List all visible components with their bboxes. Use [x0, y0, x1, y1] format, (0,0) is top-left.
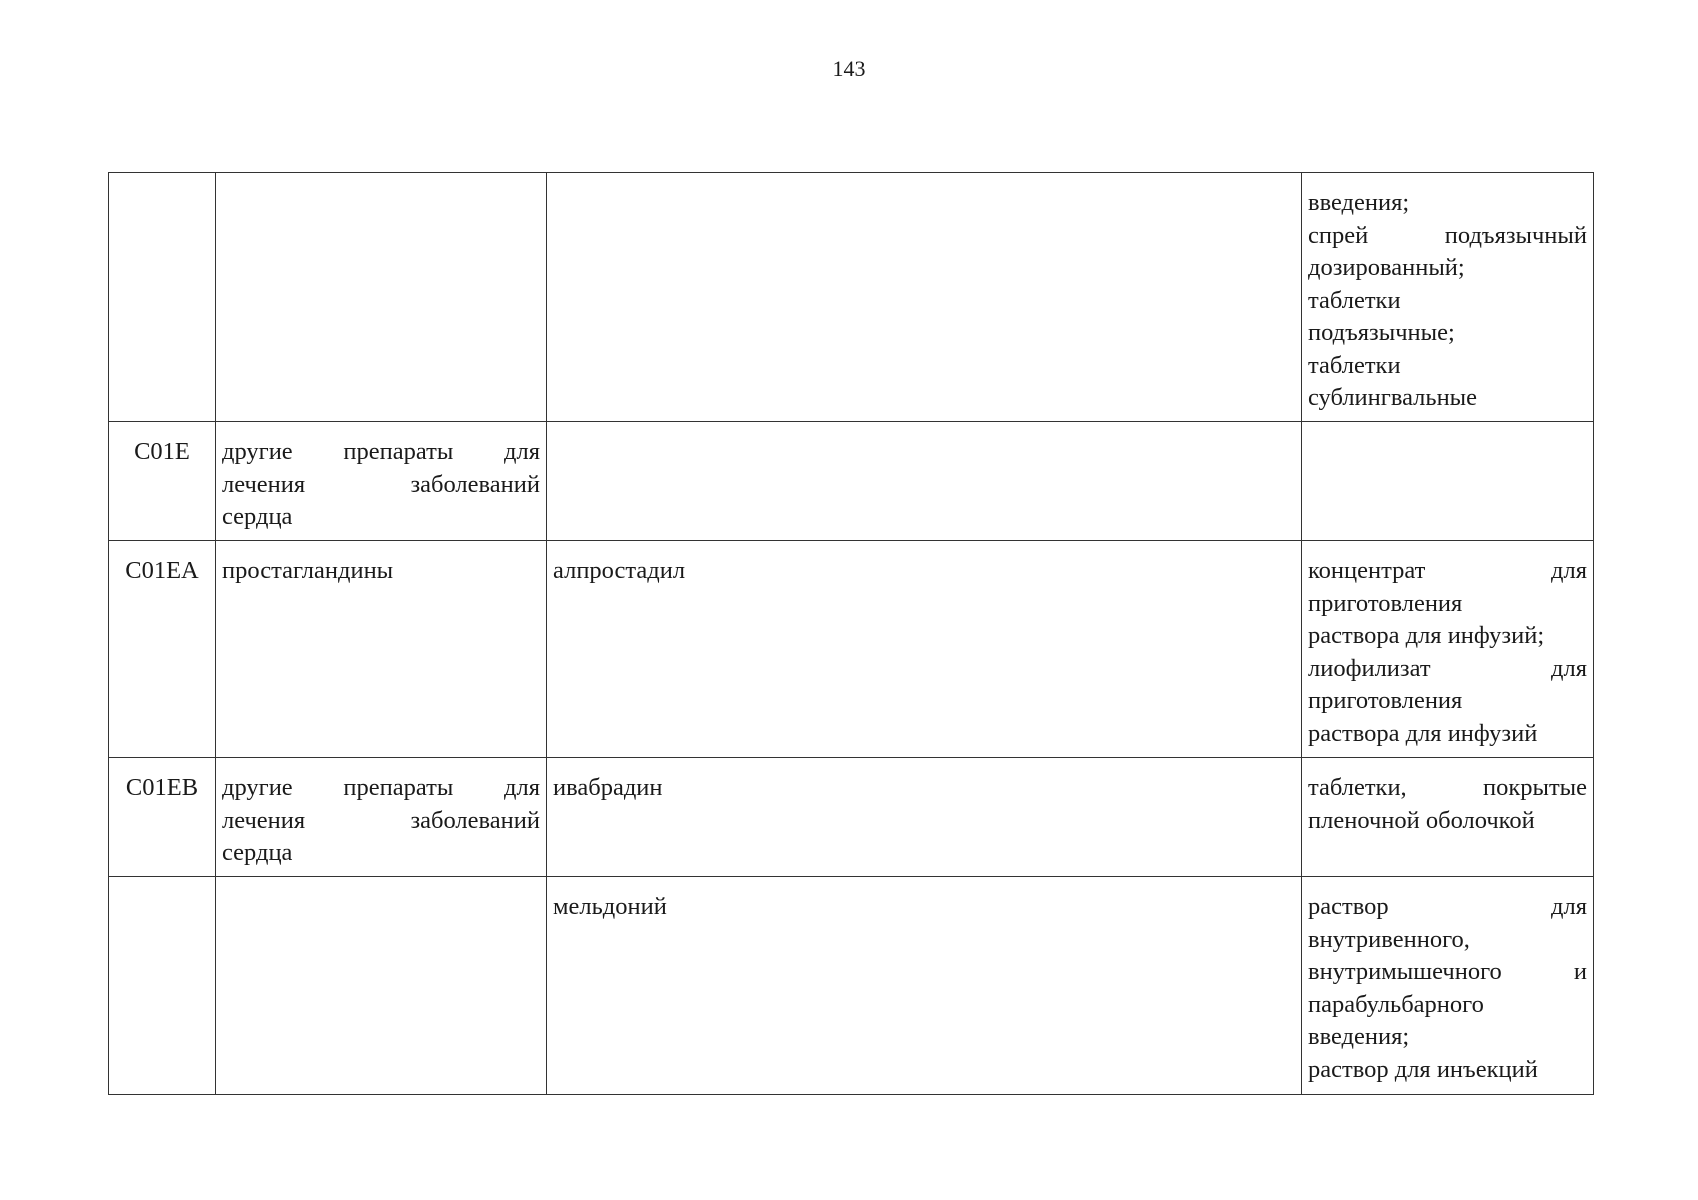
table-row — [109, 877, 1594, 1095]
cell-text-line: лечения заболеваний — [222, 470, 540, 498]
drug-name-cell: мельдоний — [547, 877, 1302, 1095]
cell-text-line: лиофилизат для — [1308, 654, 1587, 682]
table-row — [109, 422, 1594, 541]
cell-text-line: раствор для — [1308, 893, 1587, 920]
cell-text-line: таблетки, покрытые — [1308, 774, 1587, 801]
cell-text-line: раствора для инфузий; — [1308, 622, 1545, 649]
cell-text-line: спрей подъязычный — [1308, 221, 1587, 249]
table-row — [109, 758, 1594, 877]
table-row — [109, 173, 1594, 422]
cell-text-line: лечения заболеваний — [222, 806, 540, 834]
cell-text-line: другие препараты для — [222, 438, 540, 465]
drug-table — [108, 172, 1594, 1095]
cell-text-line: другие препараты для — [222, 774, 540, 801]
cell-text-line: введения; — [1308, 189, 1410, 216]
dosage-form-cell — [1302, 541, 1594, 758]
cell-text-line: сублингвальные — [1308, 384, 1478, 411]
group-cell — [216, 422, 547, 541]
cell-text-line: внутривенного, — [1308, 925, 1470, 953]
atc-code-cell: C01E — [109, 422, 216, 541]
cell-text-line: таблетки — [1308, 351, 1401, 379]
atc-code-cell: C01EB — [109, 758, 216, 877]
dosage-form-cell — [1302, 758, 1594, 877]
group-cell — [216, 541, 547, 758]
drug-name-cell — [547, 422, 1302, 541]
dosage-form-cell — [1302, 422, 1594, 541]
cell-text-line: сердца — [222, 839, 293, 866]
cell-text-line: парабульбарного — [1308, 990, 1484, 1018]
page-number: 143 — [832, 56, 866, 81]
cell-text-line: внутримышечного и — [1308, 958, 1587, 985]
drug-name-cell: алпростадил — [547, 541, 1302, 758]
cell-text-line: приготовления — [1308, 687, 1463, 714]
cell-text-line: раствора для инфузий — [1308, 719, 1538, 747]
atc-code-cell — [109, 173, 216, 422]
cell-text-line: дозированный; — [1308, 254, 1465, 281]
cell-text-line: приготовления — [1308, 589, 1463, 617]
cell-text-line: раствор для инъекций — [1308, 1055, 1538, 1083]
atc-code-cell: C01EA — [109, 541, 216, 758]
table-row — [109, 541, 1594, 758]
cell-text-line: концентрат для — [1308, 557, 1587, 584]
cell-text-line: подъязычные; — [1308, 319, 1455, 346]
cell-text-line: таблетки — [1308, 286, 1401, 314]
table-body — [109, 173, 1594, 1095]
dosage-form-cell — [1302, 173, 1594, 422]
group-cell — [216, 173, 547, 422]
cell-text-line: сердца — [222, 503, 293, 530]
dosage-form-cell — [1302, 877, 1594, 1095]
cell-text-line: пленочной оболочкой — [1308, 806, 1535, 834]
drug-name-cell — [547, 173, 1302, 422]
drug-name-cell: ивабрадин — [547, 758, 1302, 877]
atc-code-cell — [109, 877, 216, 1095]
cell-text-line: простагландины — [222, 557, 394, 584]
cell-text-line: введения; — [1308, 1023, 1410, 1050]
group-cell — [216, 877, 547, 1095]
group-cell — [216, 758, 547, 877]
